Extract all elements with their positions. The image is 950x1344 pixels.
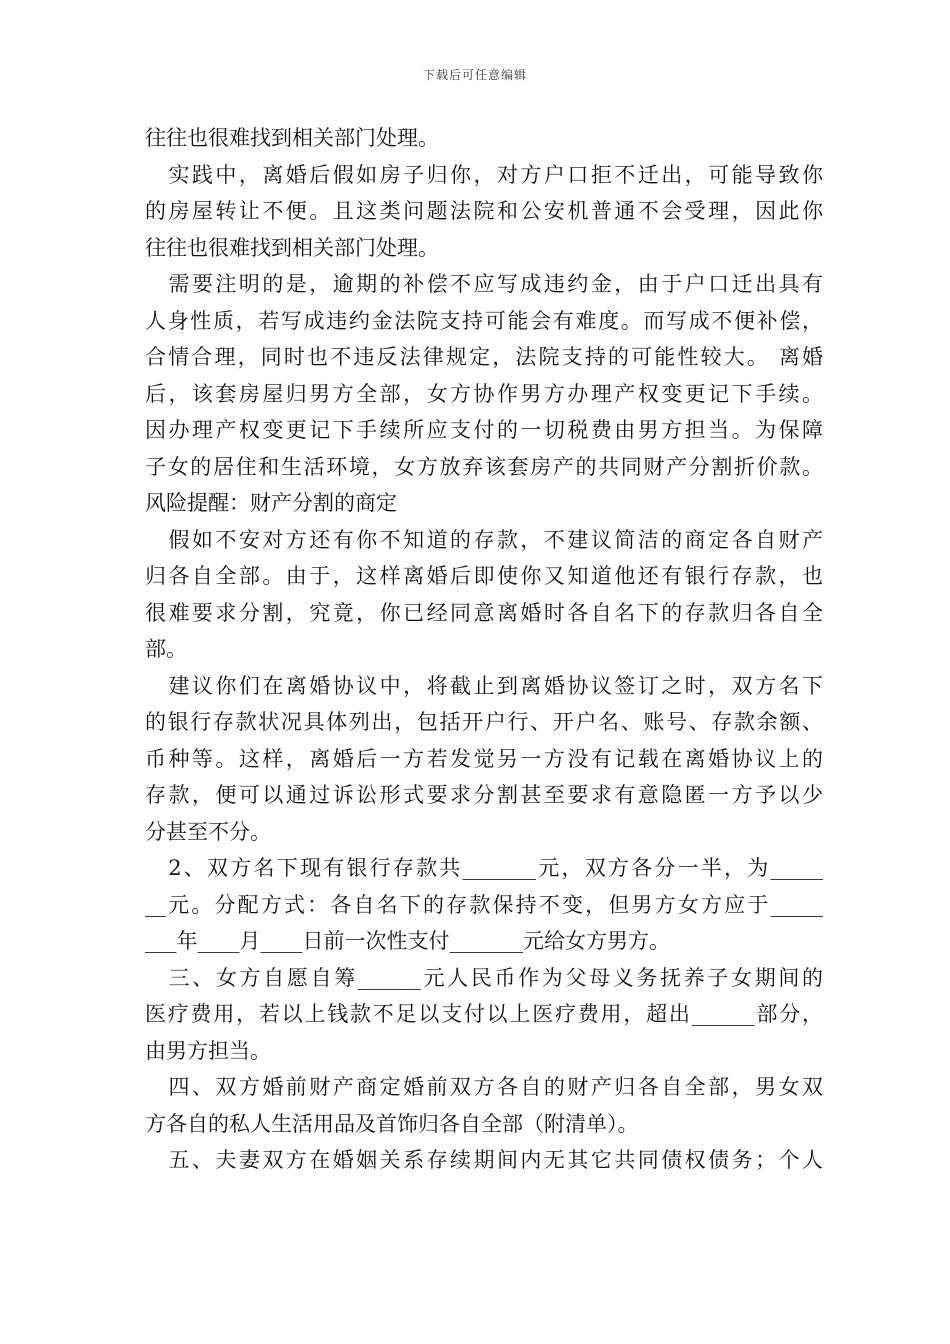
- document-line: 实践中，离婚后假如房子归你，对方户口拒不迁出，可能导致你: [145, 162, 823, 187]
- document-line: 四、双方婚前财产商定婚前双方各自的财产归各自全部，男女双: [145, 1075, 823, 1099]
- document-line: 部。: [145, 637, 187, 661]
- page-header: 下载后可任意编辑: [422, 68, 527, 82]
- document-line: 分甚至不分。: [145, 819, 271, 844]
- document-line: 方各自的私人生活用品及首饰归各自全部（附清单）。: [145, 1111, 639, 1136]
- document-line: 归各自全部。由于，这样离婚后即使你又知道他还有银行存款，也: [145, 564, 823, 588]
- document-line: __元。分配方式：各自名下的存款保持不变，但男方女方应于_____: [145, 892, 823, 917]
- document-line: 币种等。这样，离婚后一方若发觉另一方没有记载在离婚协议上的: [145, 746, 823, 771]
- document-line: 医疗费用，若以上钱款不足以支付以上医疗费用，超出______部分，: [145, 1002, 823, 1026]
- document-line: 很难要求分割，究竟，你已经同意离婚时各自名下的存款归各自全: [145, 600, 823, 625]
- document-line: ___年____月____日前一次性支付_______元给女方男方。: [145, 929, 670, 953]
- document-line: 合情合理，同时也不违反法律规定，法院支持的可能性较大。 离婚: [145, 345, 823, 369]
- document-line: 三、女方自愿自筹______元人民币作为父母义务抚养子女期间的: [145, 965, 823, 990]
- document-line: 子女的居住和生活环境，女方放弃该套房产的共同财产分割折价款。: [145, 454, 823, 479]
- document-line: 因办理产权变更记下手续所应支付的一切税费由男方担当。为保障: [145, 418, 823, 442]
- document-line: 的房屋转让不便。且这类问题法院和公安机普通不会受理，因此你: [145, 199, 823, 223]
- document-line: 风险提醒：财产分割的商定: [145, 491, 397, 515]
- document-line: 建议你们在离婚协议中，将截止到离婚协议签订之时，双方名下: [145, 673, 823, 698]
- document-line: 的银行存款状况具体列出，包括开户行、开户名、账号、存款余额、: [145, 710, 823, 734]
- document-line: 人身性质，若写成违约金法院支持可能会有难度。而写成不便补偿，: [145, 308, 823, 333]
- document-line: 往往也很难找到相关部门处理。: [145, 235, 439, 260]
- document-body: [145, 120, 823, 1179]
- document-line: 2、双方名下现有银行存款共_______元，双方各分一半，为_____: [145, 856, 823, 880]
- document-line: 需要注明的是，逾期的补偿不应写成违约金，由于户口迁出具有: [145, 272, 823, 296]
- document-line: 存款，便可以通过诉讼形式要求分割甚至要求有意隐匿一方予以少: [145, 783, 823, 807]
- document-line: 由男方担当。: [145, 1038, 271, 1063]
- document-line: 后，该套房屋归男方全部，女方协作男方办理产权变更记下手续。: [145, 381, 823, 406]
- document-line: 五、夫妻双方在婚姻关系存续期间内无其它共同债权债务；个人: [145, 1148, 823, 1172]
- document-line: 往往也很难找到相关部门处理。: [145, 126, 439, 150]
- document-line: 假如不安对方还有你不知道的存款，不建议简洁的商定各自财产: [145, 527, 823, 552]
